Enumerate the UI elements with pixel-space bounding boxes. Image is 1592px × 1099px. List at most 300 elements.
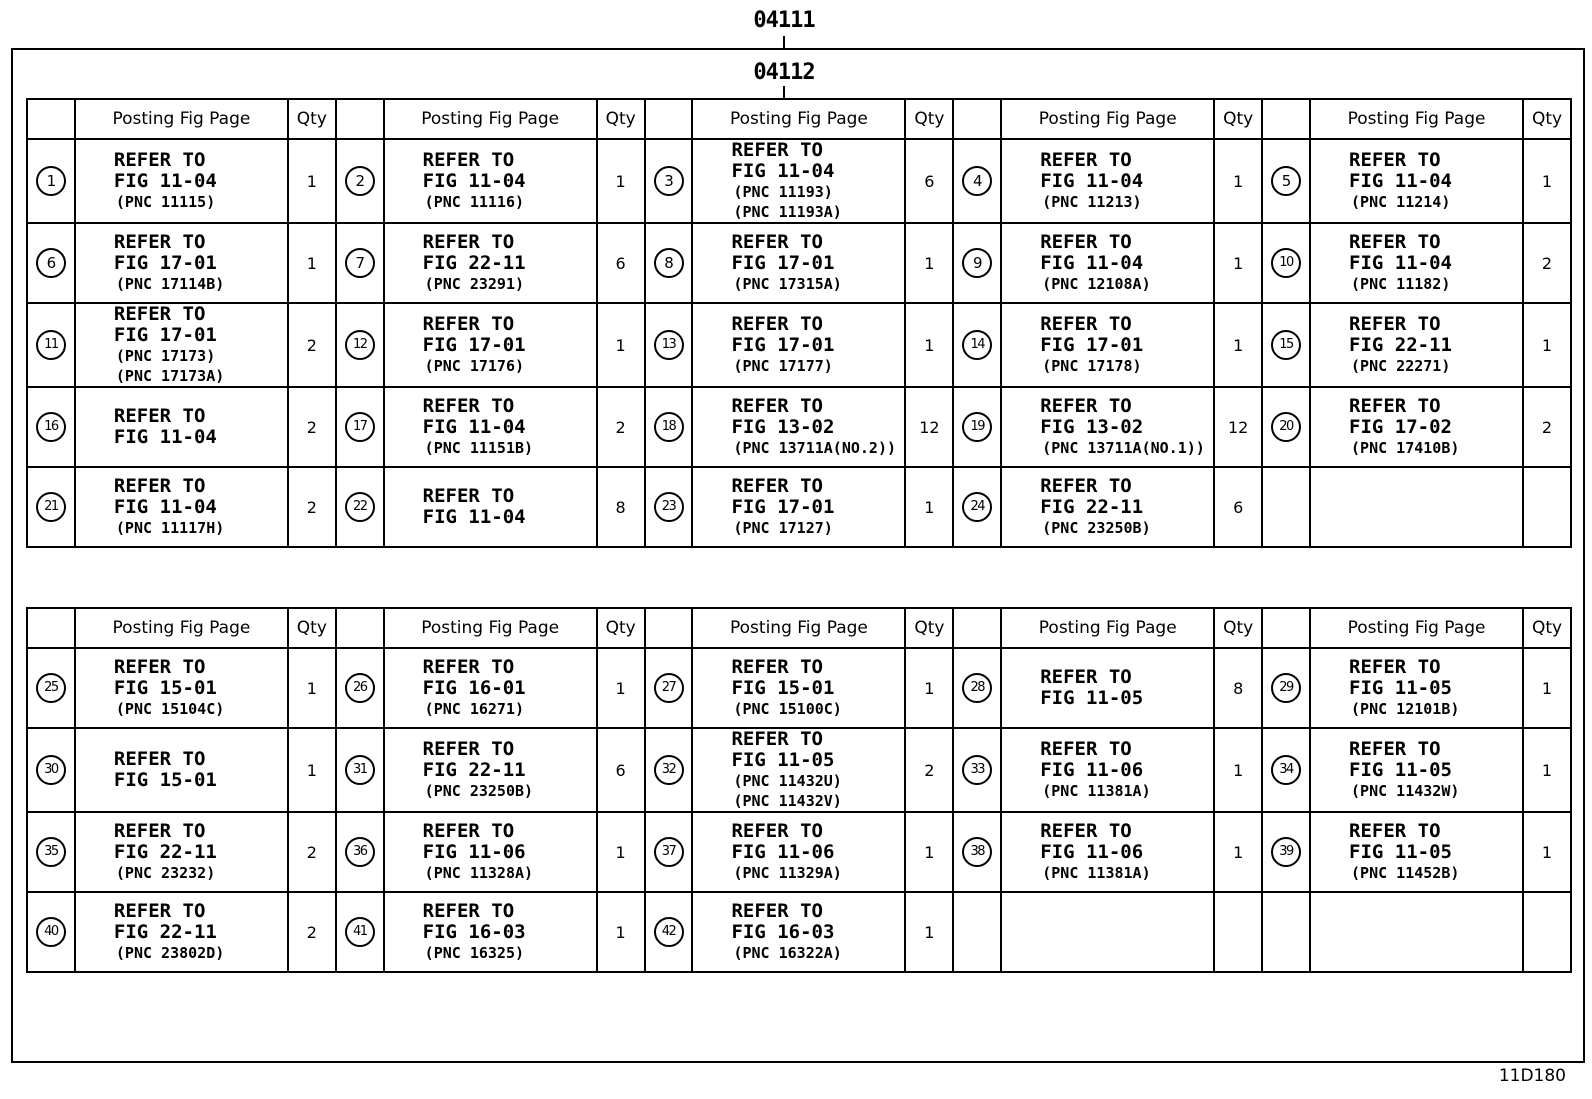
refer-to-text: REFER TO [1040,313,1132,335]
item-number-cell [645,303,693,387]
qty-cell: 2 [1523,223,1571,303]
header-num-cell [1262,99,1310,139]
refer-to-text: REFER TO [113,900,206,922]
header-num-cell [1262,608,1310,648]
pnc-reference: (PNC 11432W) [1351,782,1460,800]
reference-cell [75,648,288,728]
item-number-cell [1262,303,1310,387]
qty-cell: 1 [905,892,953,972]
reference-cell [1001,303,1214,387]
refer-to-text: REFER TO [113,149,206,171]
item-number-badge: 34 [1271,755,1301,785]
header-qty: Qty [1214,608,1262,648]
qty-cell: 6 [597,728,645,812]
pnc-reference: (PNC 11432U) [733,772,842,790]
item-number-cell [336,892,384,972]
item-number-cell [953,648,1001,728]
fig-reference: FIG 17-01 [422,334,526,356]
reference-cell [1001,812,1214,892]
reference-cell [1310,223,1523,303]
qty-cell: 1 [905,223,953,303]
refer-to-text: REFER TO [1040,820,1132,842]
fig-reference: FIG 11-04 [1040,170,1144,192]
qty-cell: 8 [1214,648,1262,728]
qty-cell: 1 [1214,812,1262,892]
fig-reference: FIG 11-05 [1349,677,1452,699]
pnc-reference: (PNC 23232) [115,864,216,882]
item-number-badge: 13 [654,330,684,360]
item-number-badge: 8 [654,248,684,278]
refer-to-text: REFER TO [1040,149,1132,171]
qty-cell: 2 [288,892,336,972]
table-row [27,223,1571,303]
pnc-reference: (PNC 16325) [424,944,525,962]
reference-cell [75,892,288,972]
table-row [27,728,1571,812]
qty-cell: 1 [288,648,336,728]
item-number-badge: 20 [1271,412,1301,442]
reference-cell [1310,728,1523,812]
qty-cell: 1 [1523,812,1571,892]
reference-cell [692,648,905,728]
pnc-reference: (PNC 11213) [1042,193,1142,211]
reference-cell [1001,139,1214,223]
refer-to-text: REFER TO [731,139,823,161]
header-qty: Qty [288,608,336,648]
reference-cell [384,223,597,303]
parts-table-1 [26,98,1572,548]
reference-cell [75,303,288,387]
qty-cell: 1 [1523,728,1571,812]
item-number-badge: 15 [1271,330,1301,360]
fig-reference: FIG 16-01 [422,677,526,699]
fig-reference: FIG 22-11 [1040,496,1144,518]
item-number-badge: 24 [962,492,992,522]
fig-reference: FIG 17-01 [113,324,217,346]
item-number-badge: 32 [654,755,684,785]
item-number-cell [27,223,75,303]
qty-cell: 1 [597,812,645,892]
qty-cell: 1 [1523,648,1571,728]
qty-cell: 1 [1214,303,1262,387]
pnc-reference: (PNC 15104C) [115,700,225,718]
fig-reference: FIG 11-06 [731,841,835,863]
fig-reference: FIG 11-05 [1349,841,1452,863]
item-number-badge: 19 [962,412,992,442]
item-number-badge: 1 [36,166,66,196]
qty-cell: 8 [597,467,645,547]
fig-reference: FIG 16-03 [422,921,526,943]
fig-reference: FIG 11-04 [1349,252,1452,274]
refer-to-text: REFER TO [731,395,823,417]
pnc-reference: (PNC 11328A) [424,864,534,882]
reference-cell [75,387,288,467]
pnc-reference: (PNC 16271) [424,700,525,718]
qty-cell: 1 [597,892,645,972]
refer-to-text: REFER TO [422,149,515,171]
refer-to-text: REFER TO [731,820,823,842]
pnc-reference: (PNC 11193A) [733,203,842,221]
header-num-cell [645,608,693,648]
item-number-badge: 31 [345,755,375,785]
item-number-cell [645,812,693,892]
item-number-cell [27,892,75,972]
header-posting: Posting Fig Page [692,608,905,648]
refer-to-text: REFER TO [422,738,515,760]
table-row [27,892,1571,972]
outer-leader-line [783,36,785,48]
reference-cell [384,728,597,812]
qty-cell: 2 [288,812,336,892]
item-number-cell [953,467,1001,547]
refer-to-text: REFER TO [422,656,515,678]
qty-cell: 1 [905,648,953,728]
item-number-badge: 17 [345,412,375,442]
pnc-reference: (PNC 23802D) [115,944,225,962]
item-number-cell [953,303,1001,387]
item-number-cell [953,139,1001,223]
refer-to-text: REFER TO [731,728,823,750]
header-num-cell [336,99,384,139]
header-posting: Posting Fig Page [384,99,597,139]
pnc-reference: (PNC 11381A) [1042,864,1151,882]
header-num-cell [27,608,75,648]
reference-cell [75,223,288,303]
header-qty: Qty [1214,99,1262,139]
item-number-badge: 5 [1271,166,1301,196]
item-number-cell [336,648,384,728]
pnc-reference: (PNC 12101B) [1351,700,1460,718]
fig-reference: FIG 11-06 [1040,841,1144,863]
item-number-cell [645,467,693,547]
header-num-cell [953,608,1001,648]
item-number-badge: 41 [345,917,375,947]
reference-cell [384,387,597,467]
reference-cell [692,812,905,892]
pnc-reference: (PNC 11452B) [1351,864,1460,882]
reference-cell [75,728,288,812]
qty-cell: 12 [905,387,953,467]
header-num-cell [645,99,693,139]
pnc-reference: (PNC 11381A) [1042,782,1151,800]
table-row [27,387,1571,467]
pnc-reference: (PNC 17410B) [1351,439,1460,457]
item-number-cell [645,387,693,467]
fig-reference: FIG 17-01 [113,252,217,274]
refer-to-text: REFER TO [1349,820,1441,842]
reference-cell [692,892,905,972]
item-number-badge: 12 [345,330,375,360]
item-number-badge: 26 [345,673,375,703]
pnc-reference: (PNC 11193) [733,183,833,201]
item-number-badge: 33 [962,755,992,785]
refer-to-text: REFER TO [1349,738,1441,760]
figure-code: 11D180 [1498,1066,1566,1086]
refer-to-text: REFER TO [113,303,206,325]
item-number-cell [1262,892,1310,972]
table-row [27,467,1571,547]
qty-cell: 1 [905,467,953,547]
qty-cell [1214,892,1262,972]
item-number-badge: 23 [654,492,684,522]
fig-reference: FIG 11-04 [422,506,526,528]
refer-to-text: REFER TO [731,313,823,335]
header-qty: Qty [597,99,645,139]
header-qty: Qty [1523,608,1571,648]
fig-reference: FIG 11-04 [113,170,217,192]
qty-cell: 2 [597,387,645,467]
refer-to-text: REFER TO [113,231,206,253]
reference-cell [1001,728,1214,812]
header-posting: Posting Fig Page [692,99,905,139]
header-posting: Posting Fig Page [384,608,597,648]
header-qty: Qty [905,99,953,139]
header-qty: Qty [288,99,336,139]
fig-reference: FIG 11-06 [1040,759,1144,781]
pnc-reference: (PNC 11432V) [733,792,842,810]
qty-cell: 1 [905,303,953,387]
qty-cell: 2 [1523,387,1571,467]
qty-cell [1523,467,1571,547]
item-number-badge: 38 [962,837,992,867]
refer-to-text: REFER TO [113,656,206,678]
qty-cell: 2 [288,387,336,467]
item-number-cell [27,387,75,467]
item-number-badge: 30 [36,755,66,785]
fig-reference: FIG 13-02 [1040,416,1144,438]
qty-cell: 1 [288,139,336,223]
item-number-badge: 7 [345,248,375,278]
item-number-cell [645,223,693,303]
refer-to-text: REFER TO [422,820,515,842]
refer-to-text: REFER TO [1040,231,1132,253]
item-number-cell [27,303,75,387]
fig-reference: FIG 11-04 [731,160,835,182]
item-number-cell [336,303,384,387]
item-number-cell [953,892,1001,972]
qty-cell: 2 [905,728,953,812]
reference-cell [1310,387,1523,467]
item-number-badge: 10 [1271,248,1301,278]
fig-reference: FIG 17-01 [731,496,835,518]
qty-cell: 1 [288,223,336,303]
fig-reference: FIG 22-11 [1349,334,1452,356]
header-num-cell [336,608,384,648]
qty-cell: 1 [597,303,645,387]
pnc-reference: (PNC 23291) [424,275,525,293]
reference-cell [1310,648,1523,728]
item-number-cell [953,812,1001,892]
reference-cell [692,387,905,467]
fig-reference: FIG 13-02 [731,416,835,438]
pnc-reference: (PNC 11151B) [424,439,534,457]
reference-cell [75,467,288,547]
item-number-badge: 3 [654,166,684,196]
pnc-reference: (PNC 11214) [1351,193,1451,211]
item-number-cell [953,223,1001,303]
fig-reference: FIG 17-02 [1349,416,1452,438]
header-num-cell [953,99,1001,139]
header-posting: Posting Fig Page [1310,608,1523,648]
item-number-badge: 9 [962,248,992,278]
qty-cell: 1 [1214,223,1262,303]
pnc-reference: (PNC 23250B) [1042,519,1151,537]
reference-cell [1001,223,1214,303]
qty-cell: 2 [288,303,336,387]
reference-cell [75,812,288,892]
assembly-code-inner: 04112 [753,60,815,85]
item-number-cell [27,812,75,892]
pnc-reference: (PNC 11115) [115,193,216,211]
item-number-cell [336,467,384,547]
reference-cell [1310,303,1523,387]
fig-reference: FIG 11-06 [422,841,526,863]
item-number-cell [645,139,693,223]
reference-cell [384,648,597,728]
fig-reference: FIG 11-04 [1349,170,1452,192]
item-number-cell [1262,387,1310,467]
fig-reference: FIG 11-04 [1040,252,1144,274]
pnc-reference: (PNC 15100C) [733,700,842,718]
pnc-reference: (PNC 17315A) [733,275,842,293]
item-number-badge: 14 [962,330,992,360]
qty-cell: 1 [288,728,336,812]
item-number-cell [27,648,75,728]
item-number-badge: 4 [962,166,992,196]
refer-to-text: REFER TO [1349,313,1441,335]
refer-to-text: REFER TO [1040,738,1132,760]
header-qty: Qty [1523,99,1571,139]
qty-cell: 1 [1214,728,1262,812]
reference-cell [384,892,597,972]
reference-cell [1310,892,1523,972]
assembly-code-outer: 04111 [753,8,815,33]
fig-reference: FIG 11-04 [422,416,526,438]
refer-to-text: REFER TO [113,475,206,497]
refer-to-text: REFER TO [1349,395,1441,417]
item-number-cell [1262,139,1310,223]
refer-to-text: REFER TO [422,485,515,507]
item-number-cell [1262,648,1310,728]
fig-reference: FIG 16-03 [731,921,835,943]
fig-reference: FIG 15-01 [731,677,835,699]
pnc-reference: (PNC 13711A(NO.1)) [1042,439,1205,457]
fig-reference: FIG 11-04 [113,426,217,448]
refer-to-text: REFER TO [422,313,515,335]
header-posting: Posting Fig Page [1001,608,1214,648]
refer-to-text: REFER TO [731,475,823,497]
item-number-badge: 16 [36,412,66,442]
item-number-cell [1262,223,1310,303]
item-number-badge: 39 [1271,837,1301,867]
pnc-reference: (PNC 17176) [424,357,525,375]
item-number-cell [336,223,384,303]
pnc-reference: (PNC 13711A(NO.2)) [733,439,897,457]
item-number-badge: 25 [36,673,66,703]
refer-to-text: REFER TO [731,656,823,678]
table-row [27,812,1571,892]
refer-to-text: REFER TO [1349,656,1441,678]
qty-cell [1523,892,1571,972]
pnc-reference: (PNC 11329A) [733,864,842,882]
refer-to-text: REFER TO [422,231,515,253]
pnc-reference: (PNC 17114B) [115,275,225,293]
pnc-reference: (PNC 17127) [733,519,833,537]
pnc-reference: (PNC 11182) [1351,275,1451,293]
reference-cell [692,728,905,812]
item-number-badge: 35 [36,837,66,867]
item-number-cell [27,139,75,223]
qty-cell: 1 [1523,139,1571,223]
item-number-badge: 6 [36,248,66,278]
pnc-reference: (PNC 17173A) [115,367,225,385]
fig-reference: FIG 22-11 [113,841,217,863]
qty-cell: 1 [597,139,645,223]
header-posting: Posting Fig Page [1310,99,1523,139]
table-row [27,303,1571,387]
pnc-reference: (PNC 22271) [1351,357,1451,375]
refer-to-text: REFER TO [1040,475,1132,497]
fig-reference: FIG 17-01 [731,252,835,274]
item-number-cell [645,892,693,972]
reference-cell [1001,467,1214,547]
item-number-cell [27,728,75,812]
item-number-badge: 2 [345,166,375,196]
item-number-badge: 29 [1271,673,1301,703]
qty-cell: 6 [1214,467,1262,547]
item-number-cell [645,648,693,728]
reference-cell [692,303,905,387]
fig-reference: FIG 22-11 [422,759,526,781]
pnc-reference: (PNC 11117H) [115,519,225,537]
inner-leader-line [783,86,785,98]
item-number-badge: 40 [36,917,66,947]
table-row [27,648,1571,728]
refer-to-text: REFER TO [731,900,823,922]
reference-cell [692,223,905,303]
item-number-cell [953,387,1001,467]
item-number-cell [336,728,384,812]
item-number-badge: 28 [962,673,992,703]
reference-cell [1001,648,1214,728]
item-number-badge: 11 [36,330,66,360]
fig-reference: FIG 15-01 [113,769,217,791]
refer-to-text: REFER TO [1349,149,1441,171]
fig-reference: FIG 11-05 [1349,759,1452,781]
pnc-reference: (PNC 11116) [424,193,525,211]
item-number-badge: 18 [654,412,684,442]
parts-table-2 [26,607,1572,973]
reference-cell [384,467,597,547]
reference-cell [75,139,288,223]
item-number-badge: 22 [345,492,375,522]
qty-cell: 6 [597,223,645,303]
header-posting: Posting Fig Page [1001,99,1214,139]
header-num-cell [27,99,75,139]
refer-to-text: REFER TO [113,748,206,770]
item-number-cell [336,812,384,892]
fig-reference: FIG 17-01 [1040,334,1144,356]
header-row [27,608,1571,648]
pnc-reference: (PNC 12108A) [1042,275,1151,293]
reference-cell [1001,892,1214,972]
fig-reference: FIG 11-04 [422,170,526,192]
refer-to-text: REFER TO [1040,395,1132,417]
qty-cell: 12 [1214,387,1262,467]
pnc-reference: (PNC 17177) [733,357,833,375]
item-number-cell [1262,467,1310,547]
qty-cell: 6 [905,139,953,223]
